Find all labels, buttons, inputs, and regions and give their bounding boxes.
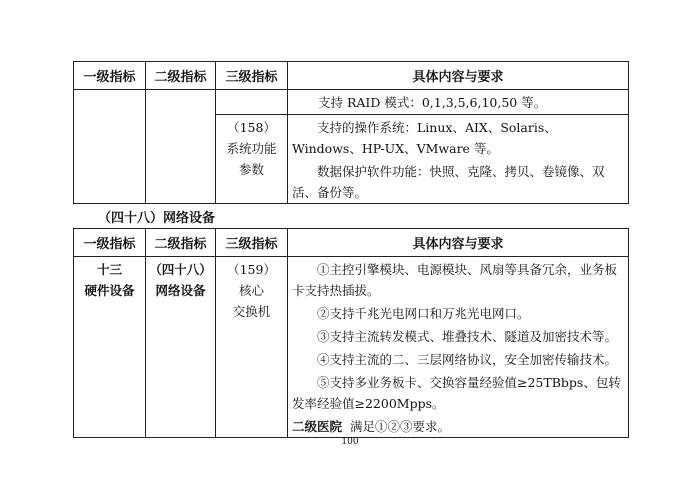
content-cell <box>288 115 629 204</box>
header-level3: 三级指标 <box>216 62 288 90</box>
header-level3: 三级指标 <box>216 229 288 257</box>
table-row <box>74 257 629 438</box>
header-level1: 一级指标 <box>74 229 146 257</box>
table-header-row <box>74 62 629 90</box>
level3-cell <box>216 115 288 204</box>
header-level2: 二级指标 <box>146 62 216 90</box>
content-item-1: ①主控引擎模块、电源模块、风扇等具备冗余，业务板卡支持热插拔。 <box>292 262 618 298</box>
requirement-text: 满足①②③要求。 <box>349 419 450 434</box>
table-row <box>74 90 629 115</box>
table-header-row <box>74 229 629 257</box>
level1-label: 十三 硬件设备 <box>84 262 135 298</box>
content-cell <box>288 257 629 438</box>
requirement-label: 二级医院 <box>292 419 343 434</box>
spec-table-storage <box>73 61 629 204</box>
level2-label: （四十八） 网络设备 <box>149 262 212 298</box>
requirement-line <box>288 414 628 437</box>
content-item-5: ⑤支持多业务板卡、交换容量经验值≥25TBbps、包转发率经验值≥2200Mpps。 <box>292 375 621 411</box>
level2-cell <box>146 257 216 438</box>
level3-cell <box>216 257 288 438</box>
header-content: 具体内容与要求 <box>288 62 629 90</box>
content-data-protection: 数据保护软件功能：快照、克隆、拷贝、卷镜像、双活、备份等。 <box>292 164 605 200</box>
header-content: 具体内容与要求 <box>288 229 629 257</box>
content-item-3: ③支持主流转发模式、堆叠技术、隧道及加密技术等。 <box>317 329 618 344</box>
level1-cell <box>74 90 146 204</box>
spec-table-network <box>73 228 629 438</box>
raid-mode-text: 支持 RAID 模式：0,1,3,5,6,10,50 等。 <box>318 95 547 110</box>
content-item-2: ②支持千兆光电网口和万兆光电网口。 <box>317 306 530 321</box>
header-level1: 一级指标 <box>74 62 146 90</box>
level3-cell-continued <box>216 90 288 115</box>
header-level2: 二级指标 <box>146 229 216 257</box>
content-item-4: ④支持主流的二、三层网络协议，安全加密传输技术。 <box>317 352 618 367</box>
level3-label: （159） 核心 交换机 <box>227 262 276 319</box>
content-cell-raid <box>288 90 629 115</box>
content-os-support: 支持的操作系统：Linux、AIX、Solaris、Windows、HP-UX、VMware 等。 <box>292 120 557 156</box>
section-title: （四十八）网络设备 <box>98 211 216 226</box>
level3-label: （158） 系统功能 参数 <box>226 120 277 177</box>
level2-cell <box>146 90 216 204</box>
level1-cell <box>74 257 146 438</box>
page-number: 100 <box>341 437 359 447</box>
